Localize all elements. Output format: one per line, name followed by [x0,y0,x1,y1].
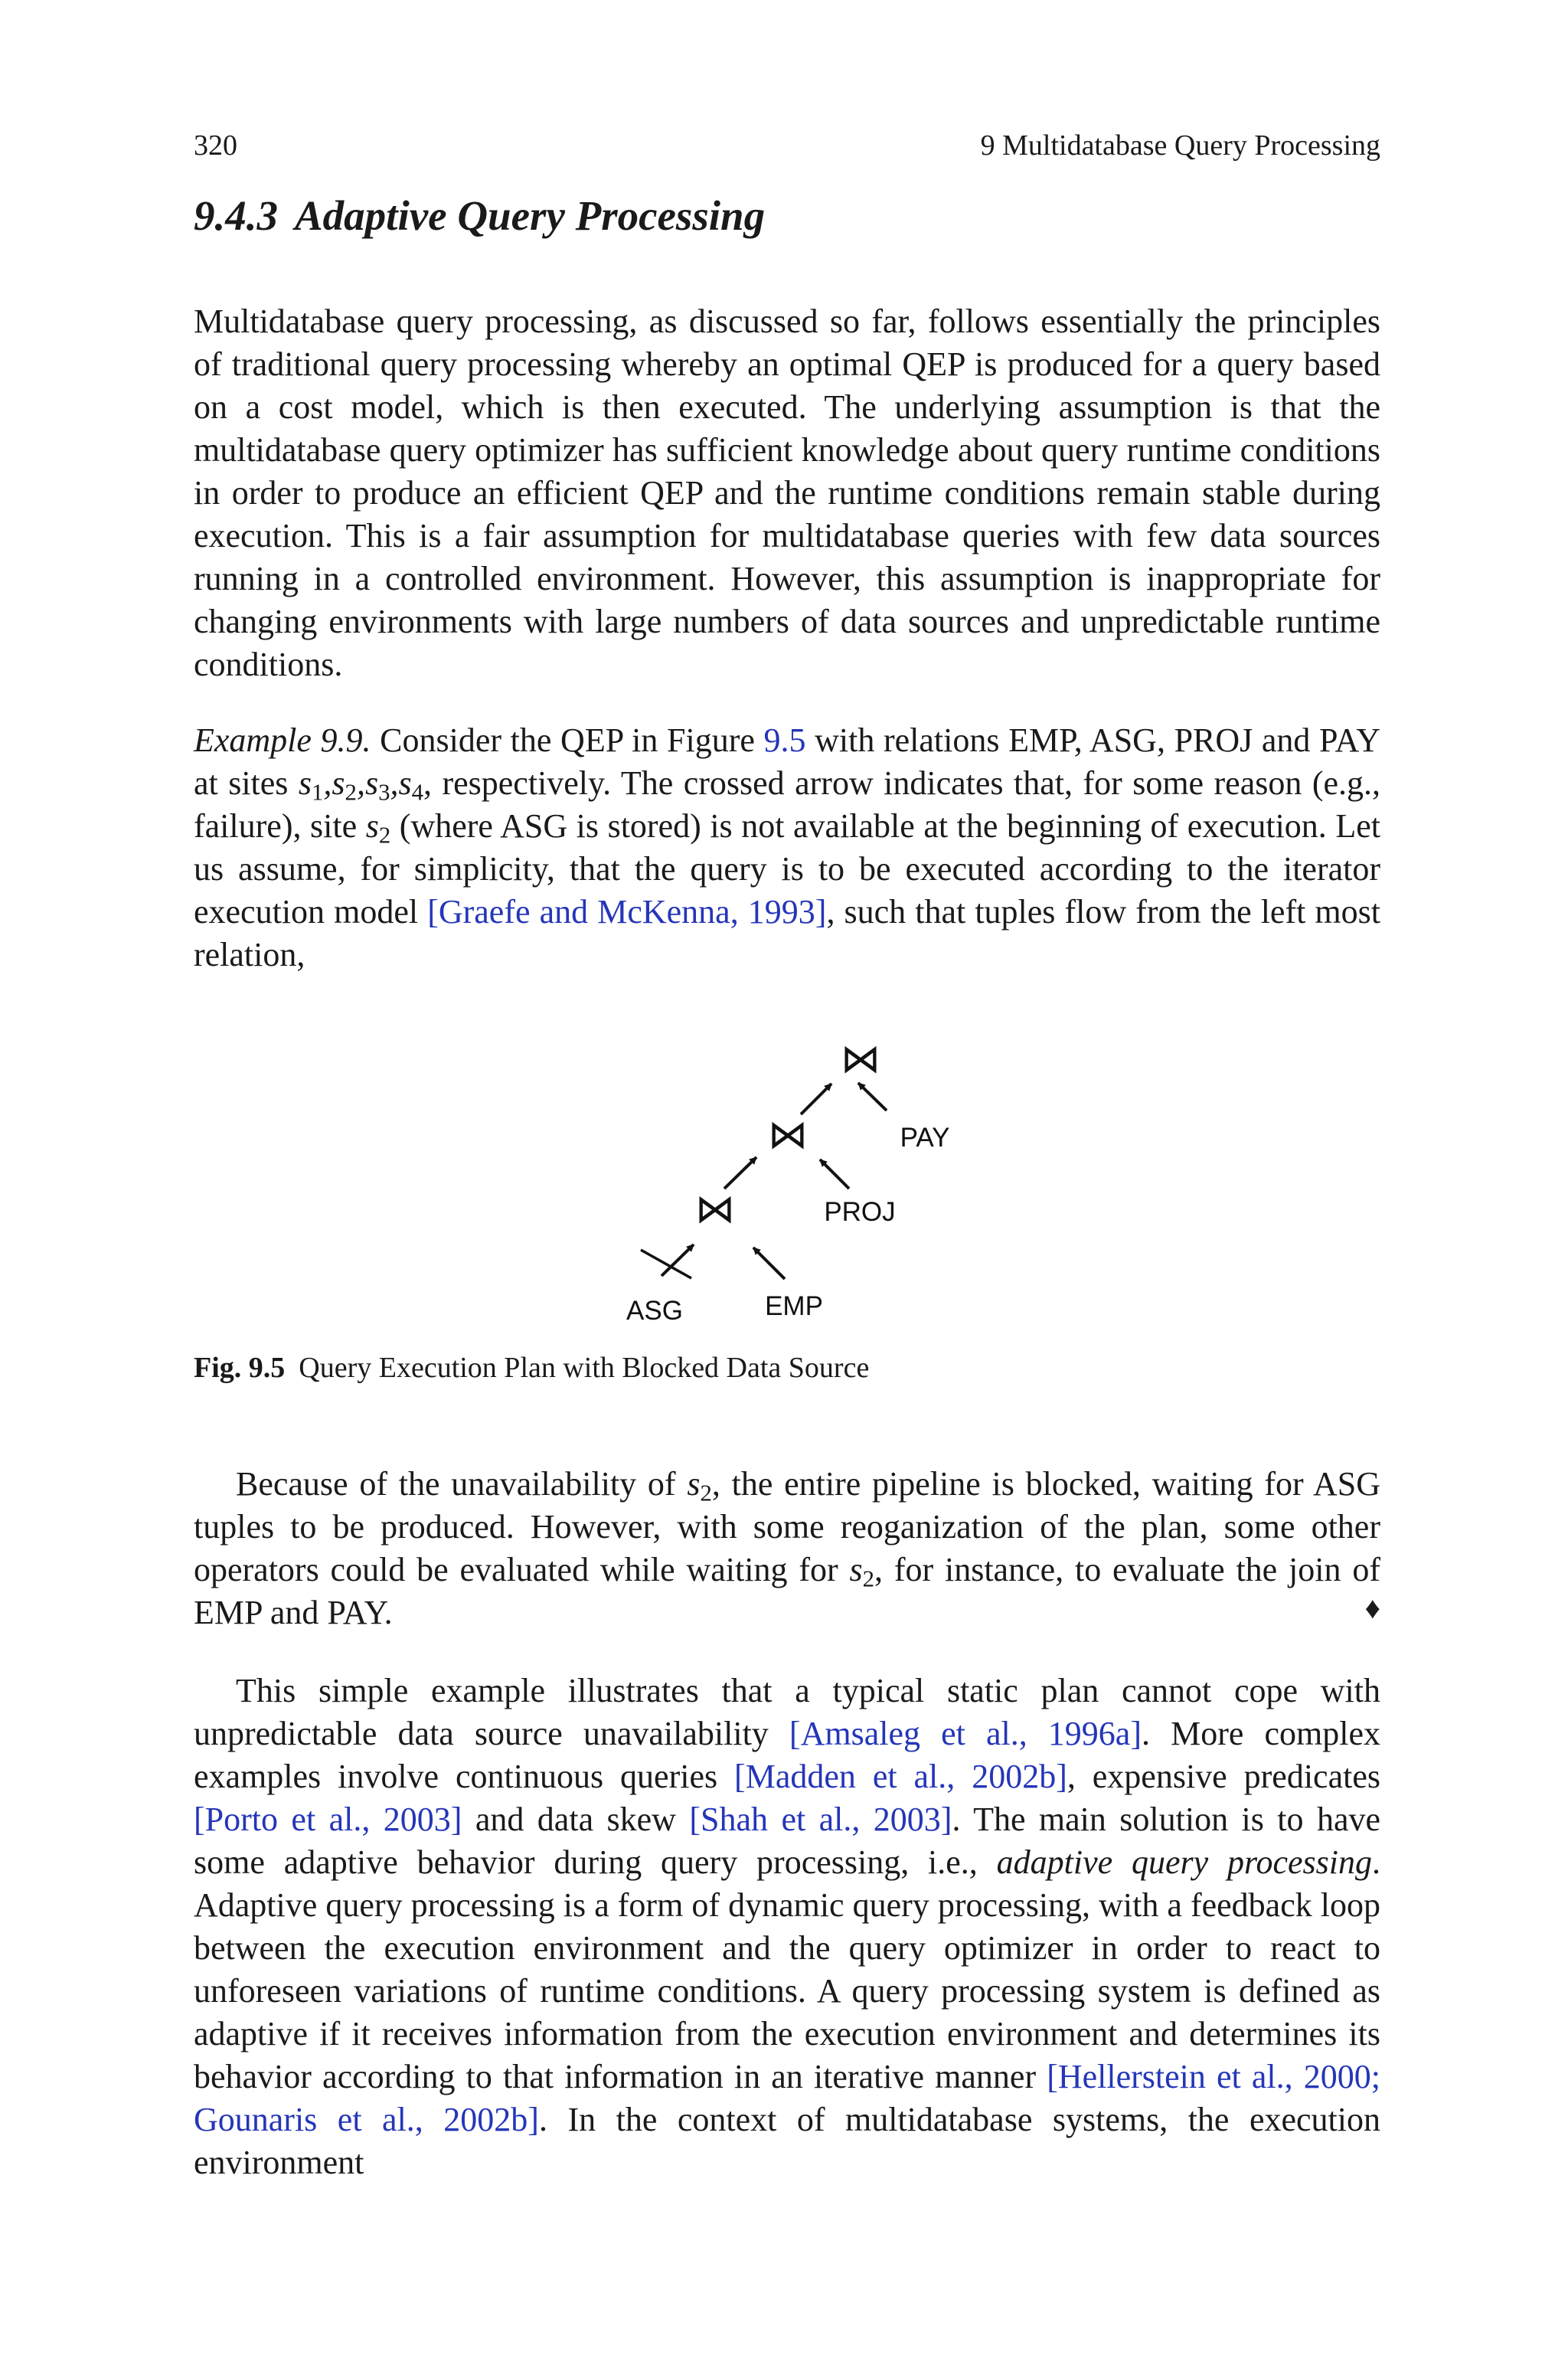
join-top: ⋈ [841,1038,880,1081]
citation-graefe-mckenna[interactable]: [Graefe and McKenna, 1993] [427,893,827,931]
join-middle: ⋈ [768,1114,808,1157]
para3-text-6: . Adaptive query processing is a form of dynamic query processing, with a feedback loop between the execution environment and the query optimizer in order to react to unforeseen variations of runtime conditions. A query processing system is defined as adaptive if it receives information from the execution environment and determines its behavior according to that information in an iterative manner [194,1843,1381,2095]
para2-text-3: , for instance, to evaluate the join of EMP and PAY. [194,1551,1380,1631]
arrow-proj-to-join2 [820,1160,849,1189]
para3-text-4: and data skew [462,1801,690,1838]
citation-porto[interactable]: [Porto et al., 2003] [194,1801,462,1838]
example-label: Example 9.9. [194,721,371,759]
caption-text: Query Execution Plan with Blocked Data Source [299,1352,870,1384]
para3-text-3: , expensive predicates [1067,1758,1380,1795]
example-text-4: (where ASG is stored) is not available at the beginning of execution. Let us assume, for simplicity, that the query is to be executed according to the iterator execution model [194,807,1380,931]
section-title-text: Adaptive Query Processing [295,192,766,239]
paragraph-example [194,719,1380,976]
figure-reference-link[interactable]: 9.5 [763,721,806,759]
relation-pay: PAY [900,1123,950,1153]
arrow-emp-to-join3 [753,1248,785,1279]
para2-text-1: Because of the unavailability of [236,1465,688,1503]
example-text-5: , such that tuples flow from the left most relation, [194,893,1380,973]
section-number: 9.4.3 [194,192,278,239]
site-s2: $s_2$ [365,807,391,849]
caption-label: Fig. 9.5 [194,1352,286,1384]
end-of-example-diamond-icon: ♦ [1364,1591,1380,1625]
chapter-title: 9 Multidatabase Query Processing [980,129,1380,162]
citation-hellerstein-gounaris[interactable]: [Hellerstein et al., 2000; Gounaris et al., 2002b] [194,2058,1380,2138]
paragraph-adaptive [194,1670,1380,2184]
figure-caption [194,1350,869,1385]
figure-qep [194,1026,1380,1340]
site-s2-ref-2: $s_2$ [849,1551,874,1592]
citation-amsaleg[interactable]: [Amsaleg et al., 1996a] [789,1715,1142,1752]
paragraph-blocked-pipeline [194,1463,1380,1634]
term-adaptive-query-processing: adaptive query processing [996,1843,1373,1881]
relation-emp: EMP [765,1291,823,1321]
para3-text-2: . More complex examples involve continuous queries [194,1715,1381,1795]
relation-proj: PROJ [824,1197,896,1227]
example-text-2: with relations EMP, ASG, PROJ and PAY at sites [194,721,1381,802]
citation-shah[interactable]: [Shah et al., 2003] [689,1801,952,1838]
example-text-1: Consider the QEP in Figure [371,721,764,759]
paragraph-intro: Multidatabase query processing, as discussed so far, follows essentially the principles of traditional query processing whereby an optimal QEP is produced for a query based on a cost model, which is then executed. The underlying assumption is that the multidatabase query optimizer has sufficient knowledge about query runtime conditions in order to produce an efficient QEP and the runtime conditions remain stable during execution. This is a fair assumption for multidatabase queries with few data sources running in a controlled environment. However, this assumption is inappropriate for changing environments with large numbers of data sources and unpredictable runtime conditions. [194,303,1380,683]
book-page [194,0,1380,2378]
qep-diagram [194,1026,1380,1340]
site-list: $s_1,s_2,s_3,s_4$ [298,764,424,806]
para3-text-5: . The main solution is to have some adaptive behavior during query processing, i.e., [194,1801,1380,1881]
section-heading [194,191,765,240]
arrow-join3-to-join2 [724,1157,756,1189]
arrow-join2-to-join1 [801,1084,831,1114]
relation-asg: ASG [626,1296,683,1326]
para2-text-2: , the entire pipeline is blocked, waiting for ASG tuples to be produced. However, with some reoganization of the plan, some other operators could be evaluated while waiting for [194,1465,1380,1588]
arrow-pay-to-join1 [858,1083,887,1110]
site-s2-ref-1: $s_2$ [687,1465,712,1506]
join-bottom: ⋈ [695,1188,735,1232]
para3-text-7: . In the context of multidatabase systems, the execution environment [194,2101,1380,2181]
para3-text-1: This simple example illustrates that a typical static plan cannot cope with unpredictable data source unavailability [194,1672,1380,1752]
citation-madden[interactable]: [Madden et al., 2002b] [734,1758,1067,1795]
page-number: 320 [194,129,237,162]
example-text-3: , respectively. The crossed arrow indicates that, for some reason (e.g., failure), site [194,764,1380,845]
